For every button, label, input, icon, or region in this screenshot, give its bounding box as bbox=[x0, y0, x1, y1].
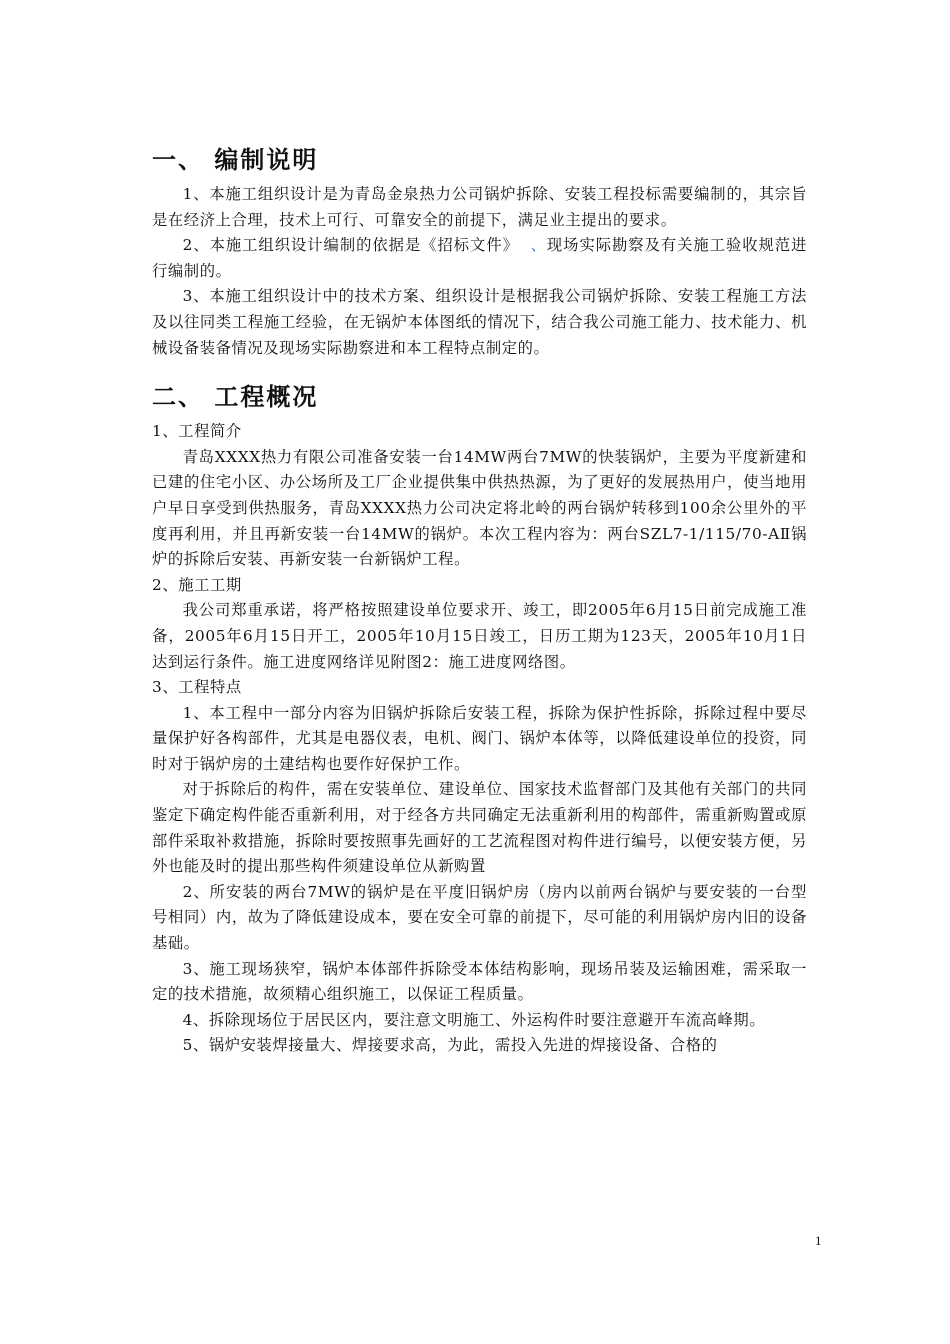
subheading: 2、施工工期 bbox=[152, 575, 242, 594]
paragraph: 3、本施工组织设计中的技术方案、组织设计是根据我公司锅炉拆除、安装工程施工方法及以往同类工程施工经验，在无锅炉本体图纸的情况下，结合我公司施工能力、技术能力、机械设备装备情况及现场实际勘察进和本工程特点制定的。 bbox=[152, 287, 807, 357]
paragraph: 4、拆除现场位于居民区内，要注意文明施工、外运构件时要注意避开车流高峰期。 bbox=[182, 1010, 766, 1029]
paragraph: 对于拆除后的构件，需在安装单位、建设单位、国家技术监督部门及其他有关部门的共同鉴定下确定构件能否重新利用，对于经各方共同确定无法重新利用的构部件，需重新购置或原部件采取补救措施，拆除时要按照事先画好的工艺流程图对构件进行编号，以便安装方便，另外也能及时的提出那些构件须建设单位从新购置 bbox=[152, 780, 807, 876]
page-number: 1 bbox=[815, 1233, 822, 1248]
paragraph-text: 现场实际勘察及有关施工验收规范进行编制的。 bbox=[152, 236, 807, 280]
paragraph: 2、所安装的两台7MW的锅炉是在平度旧锅炉房（房内以前两台锅炉与要安装的一台型号相同）内，故为了降低建设成本，要在安全可靠的前提下，尽可能的利用锅炉房内旧的设备基础。 bbox=[152, 882, 807, 953]
subheading: 1、工程简介 bbox=[152, 422, 242, 441]
section-heading-compilation-notes: 一、 编制说明 bbox=[152, 145, 319, 174]
paragraph-text: 2、本施工组织设计编制的依据是《招标文件》 bbox=[182, 236, 519, 255]
blue-mark: 、 bbox=[530, 236, 547, 255]
paragraph: 3、施工现场狭窄，锅炉本体部件拆除受本体结构影响，现场吊装及运输困难，需采取一定的技术措施，故须精心组织施工，以保证工程质量。 bbox=[152, 959, 807, 1004]
paragraph: 青岛XXXX热力有限公司准备安装一台14MW两台7MW的快装锅炉，主要为平度新建和已建的住宅小区、办公场所及工厂企业提供集中供热热源，为了更好的发展热用户，使当地用户早日享受到供热服务，青岛XXXX热力公司决定将北岭的两台锅炉转移到100余公里外的平度再利用，并且再新安装一台14MW的锅炉。本次工程内容为：两台SZL7-1/115/70-AⅡ锅炉的拆除后安装、再新安装一台新锅炉工程。 bbox=[152, 447, 807, 569]
section-heading-project-overview: 二、 工程概况 bbox=[152, 382, 319, 412]
page-content bbox=[152, 138, 807, 1059]
paragraph: 我公司郑重承诺，将严格按照建设单位要求开、竣工，即2005年6月15日前完成施工准备，2005年6月15日开工，2005年10月15日竣工，日历工期为123天，2005年10月1日达到运行条件。施工进度网络详见附图2：施工进度网络图。 bbox=[152, 601, 807, 671]
subheading: 3、工程特点 bbox=[152, 678, 242, 697]
paragraph: 1、本施工组织设计是为青岛金泉热力公司锅炉拆除、安装工程投标需要编制的，其宗旨是在经济上合理，技术上可行、可靠安全的前提下，满足业主提出的要求。 bbox=[152, 185, 807, 229]
paragraph: 1、本工程中一部分内容为旧锅炉拆除后安装工程，拆除为保护性拆除，拆除过程中要尽量保护好各构部件，尤其是电器仪表，电机、阀门、锅炉本体等，以降低建设单位的投资，同时对于锅炉房的土建结构也要作好保护工作。 bbox=[152, 703, 807, 773]
paragraph: 5、锅炉安装焊接量大、焊接要求高，为此，需投入先进的焊接设备、合格的 bbox=[182, 1036, 718, 1055]
paragraph bbox=[152, 233, 807, 284]
